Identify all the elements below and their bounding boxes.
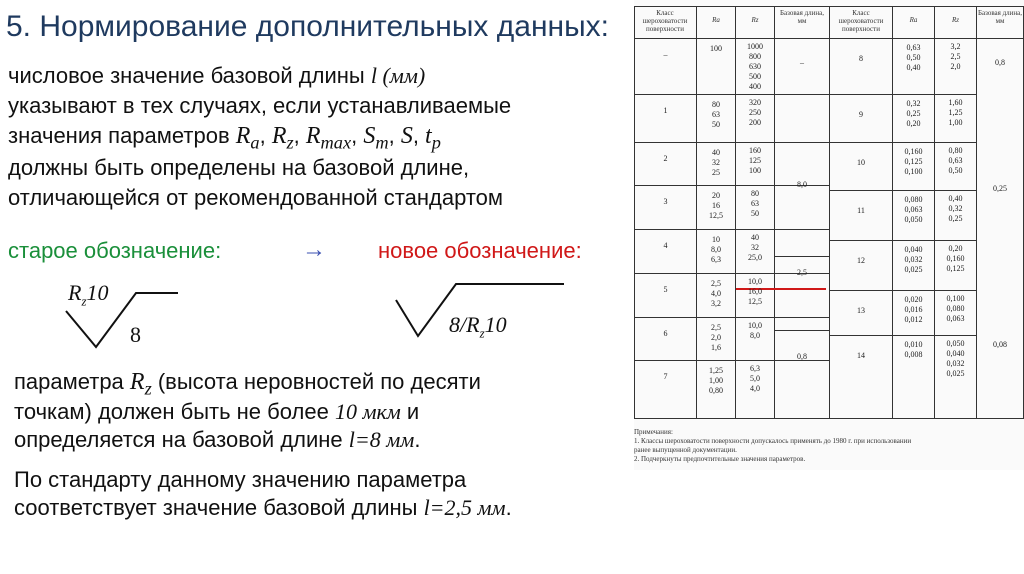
param-symbol: R	[129, 369, 145, 395]
table-cell-class: 8	[859, 54, 863, 63]
table-cell-rz: 160 125 100	[749, 146, 761, 175]
intro-line-3: значения параметров $R_a$, $R_z$, $R_{max}$, $S_m$, S, $t_p$	[8, 123, 441, 153]
table-cell-ra: 10 8,0 6,3	[711, 235, 721, 264]
header-rz: Rz	[751, 16, 759, 24]
table-cell-rz: 40 32 25,0	[748, 233, 762, 262]
explain-line-2	[14, 398, 419, 426]
table-cell-rz: 320 250 200	[749, 98, 761, 127]
intro-line-4: должны быть определены на базовой длине,	[8, 155, 470, 180]
table-cell-rz: 0,20 0,160 0,125	[946, 244, 965, 273]
table-cell-class: 4	[663, 241, 668, 250]
notes-title: Примечания:	[634, 428, 673, 436]
table-cell-ra: 0,32 0,25 0,20	[906, 99, 921, 128]
text: параметра	[14, 369, 130, 394]
param-sub: m	[375, 132, 389, 153]
new-symbol-prefix: 8/R	[449, 312, 480, 337]
table-cell-class: 9	[859, 110, 863, 119]
table-cell-rz: 0,100 0,080 0,063	[946, 294, 965, 323]
table-cell-base-length: 0,8	[797, 352, 807, 361]
rz-value: 10	[86, 280, 109, 305]
table-cell-base-length: 8,0	[797, 180, 807, 189]
table-cell-ra: 0,080 0,063 0,050	[904, 195, 923, 224]
max-value: 10 мкм	[334, 399, 401, 424]
intro-text: значения параметров	[8, 123, 236, 148]
table-cell-rz: 10,0 16,0 12,5	[748, 277, 762, 306]
table-cell-ra: 100	[710, 44, 722, 53]
table-cell-ra: 0,63 0,50 0,40	[906, 43, 921, 72]
table-cell-ra: 0,040 0,032 0,025	[904, 245, 923, 274]
table-cell-rz: 80 63 50	[751, 189, 759, 218]
base-length-value: l=8 мм	[348, 427, 415, 452]
table-cell-class: 3	[663, 197, 668, 206]
header-ra: Ra	[712, 16, 720, 24]
param-symbol: t	[425, 123, 432, 149]
table-cell-rz: 0,80 0,63 0,50	[948, 146, 963, 175]
explain-line-4: По стандарту данному значению параметра	[14, 467, 467, 492]
text: соответствует значение базовой длины	[14, 495, 424, 520]
table-cell-ra: 1,25 1,00 0,80	[709, 366, 723, 395]
rz-sub: z	[81, 293, 87, 309]
table-cell-rz: 10,0 8,0	[748, 321, 762, 340]
table-cell-ra: 40 32 25	[712, 148, 720, 177]
header-class: Класс шероховатости поверхности	[838, 9, 884, 33]
note-1: 1. Классы шероховатости поверхности допускалось применять до 1980 г. при использовании	[634, 437, 912, 445]
table-cell-class: –	[663, 50, 668, 59]
table-cell-base-length: 2,5	[797, 268, 807, 277]
rz-letter: R	[68, 280, 82, 305]
table-cell-ra: 0,010 0,008	[904, 340, 923, 359]
slide-title: 5. Нормирование дополнительных данных:	[6, 10, 609, 43]
table-cell-ra: 0,020 0,016 0,012	[904, 295, 923, 324]
header-base-length: Базовая длина, мм	[977, 9, 1023, 25]
header-ra: Ra	[909, 16, 918, 24]
table-cell-class: 5	[663, 285, 668, 294]
intro-line-5: отличающейся от рекомендованной стандартом	[8, 185, 504, 210]
param-sub: a	[250, 132, 260, 153]
explain-line-5	[14, 494, 512, 522]
rz-sub: z	[479, 325, 485, 341]
table-cell-rz: 0,050 0,040 0,032 0,025	[946, 339, 965, 378]
table-cell-ra: 2,5 4,0 3,2	[711, 279, 721, 308]
table-cell-class: 6	[663, 329, 668, 338]
param-symbol: S	[400, 123, 413, 149]
param-symbol: S	[363, 123, 376, 149]
note-2: 2. Подчеркнуты предпочтительные значения параметров.	[634, 455, 806, 463]
text: .	[505, 495, 512, 520]
text: .	[414, 427, 421, 452]
text: определяется на базовой длине	[14, 427, 349, 452]
note-1-continued: ранее выпущенной документации.	[634, 446, 737, 454]
table-cell-rz: 1,60 1,25 1,00	[948, 98, 963, 127]
new-notation-label: новое обозначение:	[378, 238, 582, 263]
text: точкам) должен быть не более	[14, 399, 335, 424]
base-length-symbol: l (мм)	[370, 63, 426, 88]
table-cell-class: 14	[857, 351, 865, 360]
arrow-right-icon: →	[302, 236, 326, 263]
rz-value: 10	[484, 312, 507, 337]
header-base-length: Базовая длина, мм	[779, 9, 825, 25]
param-sub: z	[144, 378, 152, 399]
param-symbol: R	[305, 123, 321, 149]
table-cell-ra: 80 63 50	[712, 100, 720, 129]
table-cell-rz: 1000 800 630 500 400	[747, 42, 763, 91]
param-symbol: R	[235, 123, 251, 149]
table-cell-ra: 2,5 2,0 1,6	[711, 323, 721, 352]
table-cell-base-length: –	[800, 58, 804, 67]
text: (высота неровностей по десяти	[151, 369, 481, 394]
roughness-standard-table	[634, 0, 1024, 470]
table-cell-rz: 6,3 5,0 4,0	[750, 364, 760, 393]
table-cell-rz: 0,40 0,32 0,25	[948, 194, 963, 223]
table-cell-class: 1	[663, 106, 668, 115]
param-symbol: R	[271, 123, 287, 149]
table-cell-class: 12	[857, 256, 865, 265]
standard-base-length: l=2,5 мм	[423, 495, 506, 520]
intro-text: числовое значение базовой длины	[8, 63, 371, 88]
table-cell-ra: 0,160 0,125 0,100	[904, 147, 923, 176]
text: и	[400, 399, 420, 424]
table-cell-class: 2	[663, 154, 668, 163]
table-notes	[634, 428, 1024, 464]
param-sub: p	[431, 132, 441, 153]
header-rz: Rz	[952, 16, 959, 24]
table-cell-base-length: 0,25	[993, 184, 1007, 193]
table-cell-class: 7	[663, 372, 668, 381]
intro-line-2: указывают в тех случаях, если устанавливаемые	[8, 93, 512, 118]
old-symbol-rz	[68, 280, 109, 309]
explain-line-3	[14, 426, 420, 454]
old-notation-label: старое обозначение:	[8, 238, 222, 263]
table-cell-class: 13	[857, 306, 865, 315]
table-cell-base-length: 0,08	[993, 340, 1007, 349]
param-sub: max	[320, 132, 352, 153]
table-cell-class: 11	[857, 206, 865, 215]
table-cell-base-length: 0,8	[995, 58, 1005, 67]
header-class: Класс шероховатости поверхности	[642, 9, 688, 33]
table-cell-class: 10	[857, 158, 865, 167]
intro-line-1	[8, 62, 425, 90]
old-symbol-base-length: 8	[130, 322, 141, 347]
param-sub: z	[286, 132, 294, 153]
table-cell-ra: 20 16 12,5	[709, 191, 723, 220]
new-symbol-text	[449, 312, 507, 341]
table-cell-rz: 3,2 2,5 2,0	[950, 42, 961, 71]
